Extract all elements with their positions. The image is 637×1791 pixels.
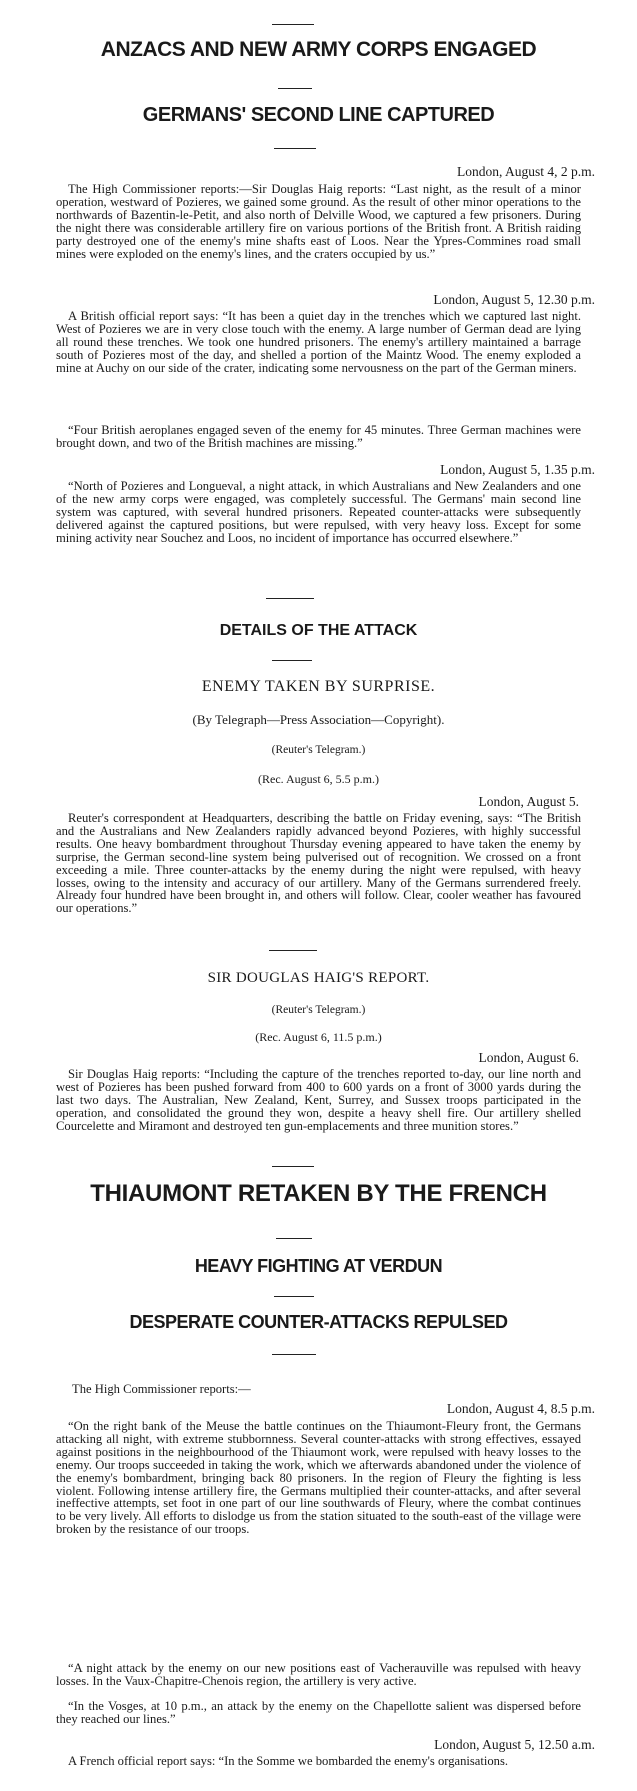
headline: THIAUMONT RETAKEN BY THE FRENCH: [90, 1180, 547, 1207]
subheadline: HEAVY FIGHTING AT VERDUN: [194, 1256, 443, 1276]
intro-text: The High Commissioner reports:—: [72, 1382, 251, 1396]
headline: SIR DOUGLAS HAIG'S REPORT.: [207, 970, 430, 986]
divider: [266, 598, 314, 599]
divider: [278, 88, 312, 89]
dispatch-text: A British official report says: “It has been a quiet day in the trenches which we captured last night. West of Pozieres we are in very close touch with the enemy. A large number of German dead are lying all round these trenches. We took one hundred prisoners. The enemy's artillery maintained a barrage south of Pozieres most of the day, and shelled a portion of the Maintz Wood. The enemy exploded a mine at Auchy on our side of the crater, indicating some nervousness on the part of the German miners.: [56, 309, 581, 375]
dispatch-text: A French official report says: “In the Somme we bombarded the enemy's organisations.: [68, 1754, 509, 1768]
dispatch-text: “In the Vosges, at 10 p.m., an attack by the enemy on the Chapellotte salient was dispersed before they reached our lines.”: [56, 1699, 581, 1726]
divider: [272, 660, 312, 661]
headline: ANZACS AND NEW ARMY CORPS ENGAGED: [100, 38, 537, 61]
divider: [269, 950, 317, 951]
divider: [274, 1296, 314, 1297]
divider: [272, 1354, 316, 1355]
dateline: London, August 6.: [478, 1050, 579, 1065]
dispatch-text: “A night attack by the enemy on our new positions east of Vacherauville was repulsed with heavy losses. In the Vaux-Chapitre-Chenois region, the artillery is very active.: [56, 1661, 581, 1688]
divider: [276, 1238, 312, 1239]
dispatch-text: The High Commissioner reports:—Sir Douglas Haig reports: “Last night, as the result of a minor operation, westward of Pozieres, we gained some ground. As the result of other minor operations to the northwards of Bazentin-le-Petit, and also north of Delville Wood, we captured a few prisoners. During the night there was considerable artillery fire on various portions of the British front. A British raiding party destroyed one of the enemy's mine shafts east of Loos. Near the Ypres-Commines road small mines were exploded on the enemy's lines, and the craters occupied by us.”: [56, 182, 581, 261]
dispatch-text: “North of Pozieres and Longueval, a night attack, in which Australians and New Zealanders and one of the new army corps were engaged, was completely successful. The Germans' main second line system was captured, with several hundred prisoners. Repeated counter-attacks were subsequently delivered against the captured positions, but were repulsed, with very heavy loss. Except for some mining activity near Souchez and Loos, no incident of importance has occurred elsewhere.”: [56, 479, 581, 545]
subheadline: ENEMY TAKEN BY SURPRISE.: [201, 678, 436, 695]
received-line: (Rec. August 6, 11.5 p.m.): [255, 1030, 382, 1044]
credit-line: (By Telegraph—Press Association—Copyright).: [192, 712, 445, 727]
dispatch-text: “Four British aeroplanes engaged seven of the enemy for 45 minutes. Three German machines were brought down, and two of the British machines are missing.”: [56, 423, 581, 450]
dateline: London, August 5.: [478, 794, 579, 809]
subheadline: DESPERATE COUNTER-ATTACKS REPULSED: [129, 1312, 508, 1332]
agency-line: (Reuter's Telegram.): [271, 1004, 366, 1016]
divider: [272, 1166, 314, 1167]
subheadline: GERMANS' SECOND LINE CAPTURED: [142, 104, 495, 126]
dispatch-text: Reuter's correspondent at Headquarters, describing the battle on Friday evening, says: “The British and the Australians and New Zealanders rapidly advanced beyond Pozieres, with highly successful results. One heavy bombardment throughout Thursday evening appeared to have taken the enemy by surprise, the German second-line system being pulverised out of recognition. We crossed on a front exceeding a mile. Three counter-attacks by the enemy during the night were repulsed, with heavy losses, owing to the intensity and accuracy of our artillery. Many of the Germans surrendered freely. Already four hundred have been brought in, and others will follow. Clear, cooler weather has favoured our operations.”: [56, 811, 581, 916]
dateline: London, August 5, 12.50 a.m.: [434, 1737, 595, 1752]
divider: [274, 148, 316, 149]
dateline: London, August 4, 2 p.m.: [456, 164, 595, 179]
received-line: (Rec. August 6, 5.5 p.m.): [258, 772, 379, 786]
headline: DETAILS OF THE ATTACK: [219, 622, 418, 639]
agency-line: (Reuter's Telegram.): [271, 744, 366, 756]
dispatch-text: “On the right bank of the Meuse the battle continues on the Thiaumont-Fleury front, the Germans attacking all night, with extreme stubbornness. Several counter-attacks with strong effectives, essayed against positions in the neighbourhood of the Thiaumont work, were repulsed with heavy losses to the enemy. Our troops succeeded in taking the work, which we afterwards abandoned under the violence of the enemy's bombardment, bringing back 80 prisoners. In the region of Fleury the fighting is less violent. Following intense artillery fire, the Germans multiplied their counter-attacks, and after several ineffective attempts, set foot in one part of our line southwards of Fleury, where the combat continues to be very lively. All efforts to dislodge us from the station situated to the south-east of the village were broken by the resistance of our troops.: [56, 1419, 581, 1537]
dateline: London, August 5, 1.35 p.m.: [440, 462, 595, 477]
dateline: London, August 5, 12.30 p.m.: [433, 292, 595, 307]
divider: [272, 24, 314, 25]
dateline: London, August 4, 8.5 p.m.: [446, 1401, 595, 1416]
dispatch-text: Sir Douglas Haig reports: “Including the capture of the trenches reported to-day, our line north and west of Pozieres has been pushed forward from 400 to 600 yards on a front of 3000 yards during the last two days. The Australian, New Zealand, Kent, Surrey, and Sussex troops participated in the operation, and consolidated the ground they won, despite a heavy shell fire. Our artillery shelled Courcelette and Miramont and destroyed ten gun-emplacements and three munition stores.”: [56, 1067, 581, 1133]
